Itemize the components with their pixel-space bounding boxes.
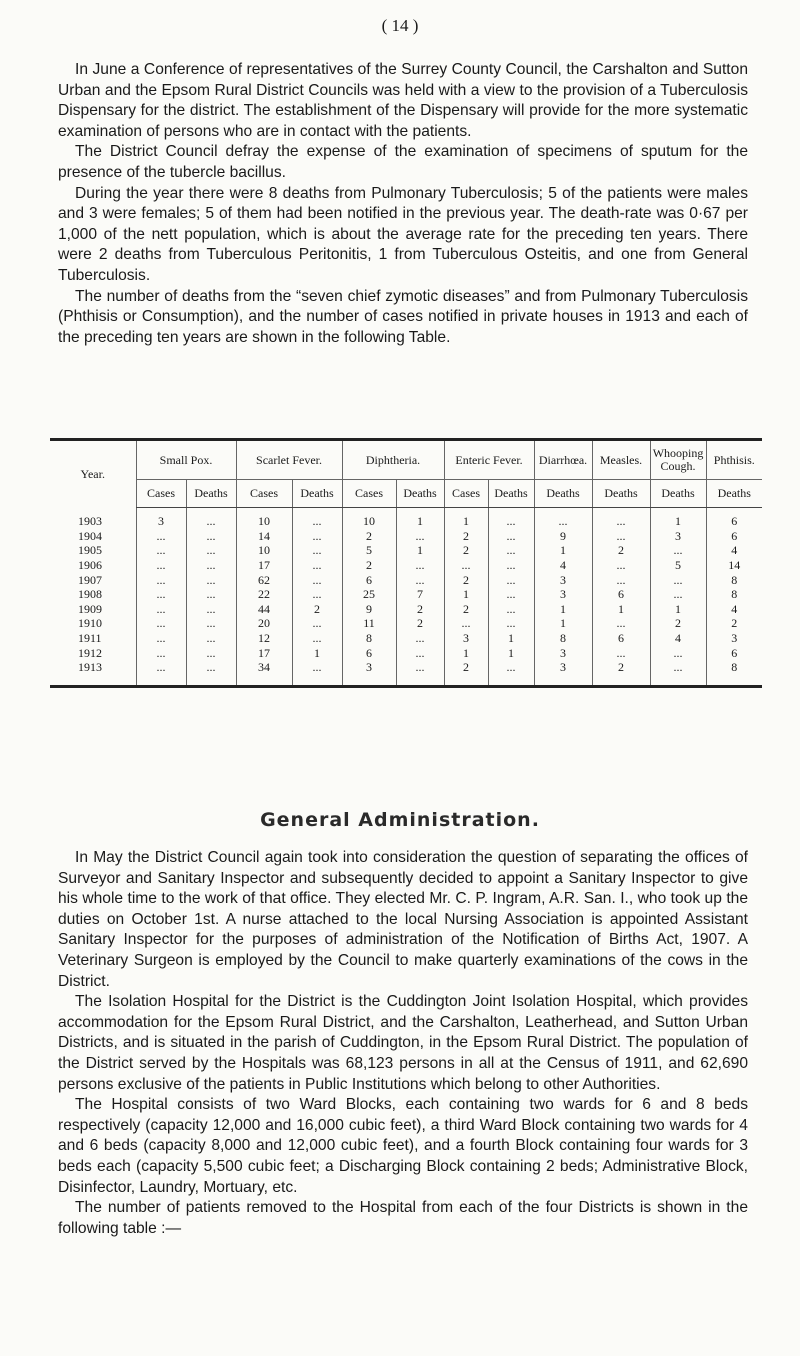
header-measles: Measles. bbox=[592, 441, 650, 480]
table-cell: ... bbox=[444, 558, 488, 573]
table-cell: 4 bbox=[706, 543, 762, 558]
table-cell: 6 bbox=[342, 645, 396, 660]
table-cell: 2 bbox=[444, 572, 488, 587]
table-cell: 5 bbox=[342, 543, 396, 558]
table-cell: ... bbox=[592, 572, 650, 587]
table-cell: ... bbox=[396, 572, 444, 587]
table-cell: ... bbox=[650, 645, 706, 660]
table-cell: 8 bbox=[706, 587, 762, 602]
admin-section bbox=[58, 848, 748, 1239]
table-cell: ... bbox=[650, 543, 706, 558]
table-cell: ... bbox=[292, 529, 342, 544]
paragraph-ward-blocks: The Hospital consists of two Ward Blocks, each containing two wards for 6 and 8 beds respectively (capacity 12,000 and 16,000 cubic feet), a third Ward Block containing two wards for 4 and 6 beds (capacity 8,000 and 12,000 cubic feet), and a fourth Block containing four wards for 3 beds each (capacity 5,500 cubic feet; a Discharging Block containing 2 beds; Administrative Block, Disinfector, Laundry, Mortuary, etc. bbox=[58, 1096, 748, 1196]
table-cell: ... bbox=[292, 616, 342, 631]
subheader-deaths: Deaths bbox=[292, 480, 342, 508]
table-cell: ... bbox=[650, 587, 706, 602]
header-scarlet-fever: Scarlet Fever. bbox=[236, 441, 342, 480]
table-cell: ... bbox=[136, 645, 186, 660]
table-cell: ... bbox=[136, 616, 186, 631]
table-cell: ... bbox=[186, 558, 236, 573]
year-cell: 1913 bbox=[78, 660, 102, 675]
table-cell: 2 bbox=[292, 602, 342, 617]
intro-section bbox=[58, 60, 748, 348]
table-cell: 1 bbox=[650, 508, 706, 529]
table-row bbox=[50, 529, 762, 544]
table-cell: 2 bbox=[444, 660, 488, 685]
table-cell: 1 bbox=[534, 616, 592, 631]
table-cell: ... bbox=[534, 508, 592, 529]
table-cell: ... bbox=[186, 631, 236, 646]
table-cell: 6 bbox=[592, 587, 650, 602]
table-cell: 2 bbox=[342, 558, 396, 573]
table-cell: 2 bbox=[342, 529, 396, 544]
table-cell: ... bbox=[396, 645, 444, 660]
table-cell: ... bbox=[292, 558, 342, 573]
table-cell: 2 bbox=[396, 602, 444, 617]
year-cell: 1903 bbox=[78, 514, 102, 529]
table-cell: ... bbox=[186, 660, 236, 685]
table-cell: 14 bbox=[236, 529, 292, 544]
table-cell: 9 bbox=[342, 602, 396, 617]
table-cell: 14 bbox=[706, 558, 762, 573]
table-cell: 3 bbox=[534, 660, 592, 685]
table-cell: 25 bbox=[342, 587, 396, 602]
subheader-deaths: Deaths bbox=[396, 480, 444, 508]
table-cell: 2 bbox=[650, 616, 706, 631]
table-cell: ... bbox=[396, 631, 444, 646]
table-cell: ... bbox=[136, 660, 186, 685]
table-cell: 10 bbox=[236, 543, 292, 558]
table-cell: 1 bbox=[592, 602, 650, 617]
year-cell: 1904 bbox=[78, 528, 102, 543]
table-cell: 1 bbox=[396, 508, 444, 529]
table-cell: ... bbox=[396, 660, 444, 685]
table-cell: ... bbox=[186, 543, 236, 558]
table-cell: 17 bbox=[236, 645, 292, 660]
table-cell: 2 bbox=[706, 616, 762, 631]
table-cell: 8 bbox=[534, 631, 592, 646]
table-cell: ... bbox=[292, 508, 342, 529]
table-cell: 2 bbox=[592, 660, 650, 685]
table-cell: ... bbox=[488, 616, 534, 631]
table-cell: ... bbox=[396, 558, 444, 573]
table-cell: ... bbox=[396, 529, 444, 544]
section-heading: General Administration. bbox=[260, 809, 540, 831]
subheader-cases: Cases bbox=[444, 480, 488, 508]
header-phthisis: Phthisis. bbox=[706, 441, 762, 480]
table-cell: 3 bbox=[534, 645, 592, 660]
table-cell: 3 bbox=[706, 631, 762, 646]
table-cell: ... bbox=[650, 660, 706, 685]
table-cell: ... bbox=[136, 631, 186, 646]
table-cell: ... bbox=[186, 587, 236, 602]
table-cell: 6 bbox=[706, 508, 762, 529]
paragraph-dispensary: In June a Conference of representatives of the Surrey County Council, the Carshalton and Sutton Urban and the Epsom Rural District Councils was held with a view to the provision of a Tuberculosis Dispensary for the district. The establishment of the Dispensary will provide for the more systematic examination of persons who are in contact with the patients. bbox=[58, 61, 748, 140]
table-cell: 11 bbox=[342, 616, 396, 631]
table-row bbox=[50, 508, 762, 529]
table-cell: ... bbox=[136, 558, 186, 573]
table-cell: 1 bbox=[488, 645, 534, 660]
table-cell: ... bbox=[488, 558, 534, 573]
table-cell: ... bbox=[186, 572, 236, 587]
table-cell: 3 bbox=[342, 660, 396, 685]
paragraph-patients-removed: The number of patients removed to the Hospital from each of the four Districts is shown in the following table :— bbox=[58, 1199, 748, 1237]
year-cell: 1906 bbox=[78, 558, 102, 573]
table-cell: ... bbox=[488, 508, 534, 529]
table-cell: ... bbox=[592, 558, 650, 573]
table-cell: 5 bbox=[650, 558, 706, 573]
subheader-cases: Cases bbox=[236, 480, 292, 508]
table-cell: ... bbox=[592, 508, 650, 529]
paragraph-sanitary-inspector: In May the District Council again took into consideration the question of separating the offices of Surveyor and Sanitary Inspector and subsequently decided to appoint a Sanitary Inspector to give his whole time to the work of that office. They elected Mr. C. P. Ingram, A.R. San. I., who took up the duties on October 1st. A nurse attached to the local Nursing Association is appointed Assistant Sanitary Inspector for the purposes of administration of the Notification of Births Act, 1907. A Veterinary Surgeon is employed by the Council to make quarterly examinations of the cows in the District. bbox=[58, 849, 748, 990]
table-cell: ... bbox=[488, 660, 534, 685]
table-cell: 4 bbox=[534, 558, 592, 573]
year-cell: 1905 bbox=[78, 543, 102, 558]
table-cell: 2 bbox=[396, 616, 444, 631]
table-cell: ... bbox=[186, 616, 236, 631]
table-cell: 1 bbox=[534, 543, 592, 558]
table-cell: 6 bbox=[342, 572, 396, 587]
table-cell: ... bbox=[186, 602, 236, 617]
table-cell: 1 bbox=[488, 631, 534, 646]
table-cell: 10 bbox=[342, 508, 396, 529]
table-cell: 8 bbox=[706, 572, 762, 587]
table-cell: 10 bbox=[236, 508, 292, 529]
table-cell: 6 bbox=[706, 645, 762, 660]
table-cell: 3 bbox=[444, 631, 488, 646]
subheader-deaths: Deaths bbox=[488, 480, 534, 508]
table-cell: 8 bbox=[706, 660, 762, 685]
table-cell: ... bbox=[488, 587, 534, 602]
table-cell: ... bbox=[292, 572, 342, 587]
page-number: ( 14 ) bbox=[381, 16, 419, 35]
table-row bbox=[50, 616, 762, 631]
table-cell: ... bbox=[136, 587, 186, 602]
year-cell: 1907 bbox=[78, 572, 102, 587]
zymotic-diseases-table bbox=[50, 438, 762, 688]
table-cell: 12 bbox=[236, 631, 292, 646]
table-cell: ... bbox=[186, 508, 236, 529]
subheader-deaths: Deaths bbox=[592, 480, 650, 508]
table-cell: 1 bbox=[292, 645, 342, 660]
year-header: Year. bbox=[80, 466, 105, 481]
table-cell: 4 bbox=[706, 602, 762, 617]
table-cell: ... bbox=[488, 543, 534, 558]
paragraph-table-intro: The number of deaths from the “seven chief zymotic diseases” and from Pulmonary Tuberculosis (Phthisis or Consumption), and the number of cases notified in private houses in 1913 and each of the preceding ten years are shown in the following Table. bbox=[58, 287, 748, 346]
header-whooping-cough: Whooping Cough. bbox=[650, 441, 706, 480]
table-cell: 17 bbox=[236, 558, 292, 573]
table-cell: 3 bbox=[136, 508, 186, 529]
table-row bbox=[50, 631, 762, 646]
subheader-cases: Cases bbox=[136, 480, 186, 508]
table-cell: 3 bbox=[650, 529, 706, 544]
table-cell: 3 bbox=[534, 572, 592, 587]
table-cell: 44 bbox=[236, 602, 292, 617]
table-row bbox=[50, 587, 762, 602]
table-cell: ... bbox=[292, 631, 342, 646]
year-cell: 1912 bbox=[78, 645, 102, 660]
table-cell: 1 bbox=[444, 508, 488, 529]
table-cell: ... bbox=[292, 543, 342, 558]
table-row bbox=[50, 543, 762, 558]
table-cell: ... bbox=[186, 645, 236, 660]
table-cell: ... bbox=[650, 572, 706, 587]
header-enteric-fever: Enteric Fever. bbox=[444, 441, 534, 480]
table-cell: 1 bbox=[444, 587, 488, 602]
table-cell: ... bbox=[592, 529, 650, 544]
table-cell: 2 bbox=[592, 543, 650, 558]
table-cell: ... bbox=[136, 572, 186, 587]
table-row bbox=[50, 572, 762, 587]
table-cell: 22 bbox=[236, 587, 292, 602]
table-cell: ... bbox=[186, 529, 236, 544]
table-cell: 7 bbox=[396, 587, 444, 602]
table-cell: ... bbox=[292, 587, 342, 602]
table-cell: ... bbox=[592, 645, 650, 660]
subheader-cases: Cases bbox=[342, 480, 396, 508]
paragraph-sputum: The District Council defray the expense of the examination of specimens of sputum for the presence of the tubercle bacillus. bbox=[58, 143, 748, 181]
table-cell: ... bbox=[488, 602, 534, 617]
table-cell: 62 bbox=[236, 572, 292, 587]
table-cell: 9 bbox=[534, 529, 592, 544]
table-cell: 3 bbox=[534, 587, 592, 602]
table-cell: 1 bbox=[650, 602, 706, 617]
table-cell: 2 bbox=[444, 602, 488, 617]
table-cell: 1 bbox=[444, 645, 488, 660]
table-row bbox=[50, 645, 762, 660]
table-row bbox=[50, 660, 762, 685]
subheader-deaths: Deaths bbox=[706, 480, 762, 508]
paragraph-isolation-hospital: The Isolation Hospital for the District is the Cuddington Joint Isolation Hospital, which provides accommodation for the Epsom Rural District, and the Carshalton, Leatherhead, and Sutton Urban Districts, and is situated in the parish of Cuddington, in the Epsom Rural District. The population of the District served by the Hospitals was 68,123 persons in all at the Census of 1911, and 62,690 persons exclusive of the patients in Public Institutions which belong to other Authorities. bbox=[58, 993, 748, 1093]
table-cell: ... bbox=[488, 572, 534, 587]
table-cell: 2 bbox=[444, 529, 488, 544]
table-cell: 6 bbox=[706, 529, 762, 544]
table-cell: 2 bbox=[444, 543, 488, 558]
header-small-pox: Small Pox. bbox=[136, 441, 236, 480]
table-cell: ... bbox=[488, 529, 534, 544]
table-cell: ... bbox=[136, 543, 186, 558]
subheader-deaths: Deaths bbox=[186, 480, 236, 508]
table-row bbox=[50, 602, 762, 617]
year-cell: 1911 bbox=[78, 631, 102, 646]
table-cell: ... bbox=[136, 602, 186, 617]
table-cell: ... bbox=[292, 660, 342, 685]
table-cell: ... bbox=[444, 616, 488, 631]
table-cell: 34 bbox=[236, 660, 292, 685]
table-cell: 6 bbox=[592, 631, 650, 646]
table-cell: 20 bbox=[236, 616, 292, 631]
table-cell: 8 bbox=[342, 631, 396, 646]
table-cell: 1 bbox=[534, 602, 592, 617]
year-cell: 1908 bbox=[78, 587, 102, 602]
paragraph-tuberculosis-deaths: During the year there were 8 deaths from Pulmonary Tuberculosis; 5 of the patients were males and 3 were females; 5 of them had been notified in the previous year. The death-rate was 0·67 per 1,000 of the nett population, which is about the average rate for the preceding ten years. There were 2 deaths from Tuberculous Peritonitis, 1 from Tuberculous Osteitis, and one from General Tuberculosis. bbox=[58, 184, 748, 284]
table-cell: ... bbox=[592, 616, 650, 631]
header-diarrhoea: Diarrhœa. bbox=[534, 441, 592, 480]
table-cell: ... bbox=[136, 529, 186, 544]
header-diphtheria: Diphtheria. bbox=[342, 441, 444, 480]
table-cell: 4 bbox=[650, 631, 706, 646]
year-cell: 1910 bbox=[78, 616, 102, 631]
year-cell: 1909 bbox=[78, 601, 102, 616]
table-cell: 1 bbox=[396, 543, 444, 558]
table-row bbox=[50, 558, 762, 573]
subheader-deaths: Deaths bbox=[534, 480, 592, 508]
subheader-deaths: Deaths bbox=[650, 480, 706, 508]
